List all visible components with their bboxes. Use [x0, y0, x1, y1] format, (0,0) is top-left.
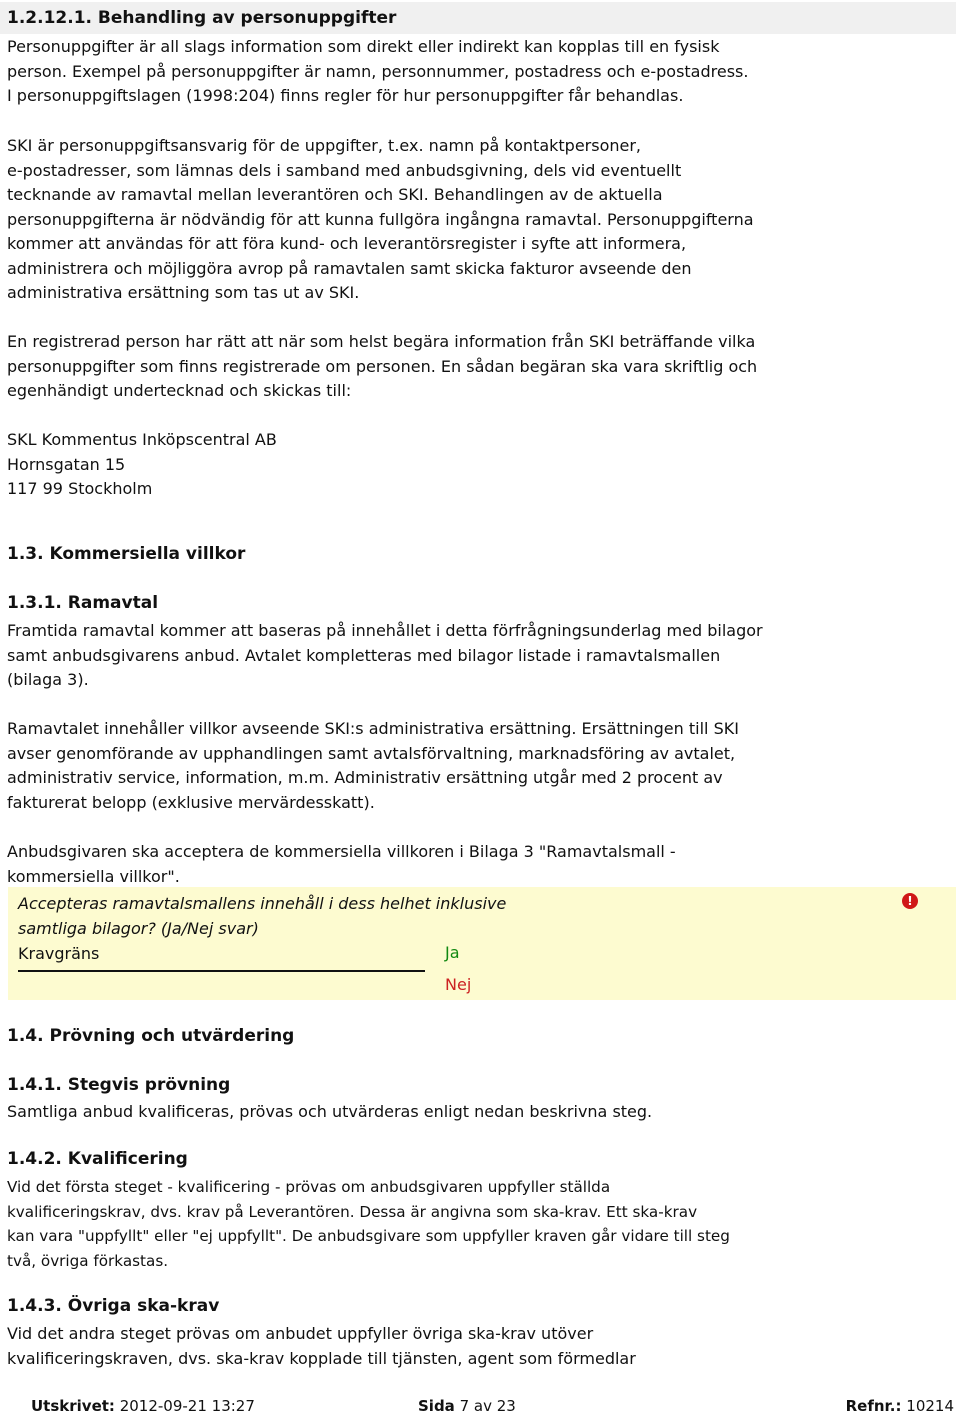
heading-kommersiella-villkor: 1.3. Kommersiella villkor	[7, 544, 246, 564]
requirement-question-box	[8, 887, 956, 1000]
footer-value: 7 av 23	[459, 1397, 516, 1415]
text-line: administrativa ersättning som tas ut av SKI.	[7, 283, 360, 302]
kravgrans-divider	[18, 970, 425, 972]
footer-page-number	[418, 1396, 516, 1417]
text-line: Vid det första steget - kvalificering - prövas om anbudsgivaren uppfyller ställda	[7, 1178, 611, 1196]
answer-option-yes[interactable]: Ja	[445, 943, 460, 962]
text-line: kan vara "uppfyllt" eller "ej uppfyllt". De anbudsgivare som uppfyller kraven går vidare till steg	[7, 1227, 730, 1245]
exclamation-warning-icon: !	[902, 893, 918, 909]
postal-address	[7, 428, 952, 502]
heading-ovriga-ska-krav: 1.4.3. Övriga ska-krav	[7, 1296, 220, 1316]
text-line: kommersiella villkor".	[7, 866, 180, 886]
heading-kvalificering: 1.4.2. Kvalificering	[7, 1149, 188, 1169]
paragraph-kvalificering	[7, 1175, 952, 1273]
text-line: personuppgifter som finns registrerade om personen. En sådan begäran ska vara skriftlig och	[7, 356, 758, 376]
text-line: avser genomförande av upphandlingen samt avtalsförvaltning, marknadsföring av avtalet,	[7, 743, 736, 763]
text-line: Ramavtalet innehåller villkor avseende SKI:s administrativa ersättning. Ersättningen till SKI	[7, 719, 739, 738]
text-line: Accepteras ramavtalsmallens innehåll i dess helhet inklusive	[18, 894, 507, 913]
text-line: En registrerad person har rätt att när som helst begära information från SKI beträffande vilka	[7, 332, 756, 351]
text-line: e-postadresser, som lämnas dels i samband med anbudsgivning, dels vid eventuellt	[7, 160, 682, 180]
text-line: Vid det andra steget prövas om anbudet uppfyller övriga ska-krav utöver	[7, 1324, 594, 1343]
text-line: I personuppgiftslagen (1998:204) finns regler för hur personuppgifter får behandlas.	[7, 86, 684, 105]
heading-stegvis-provning: 1.4.1. Stegvis prövning	[7, 1075, 231, 1095]
text-line: kommer att användas för att föra kund- och leverantörsregister i syfte att informera,	[7, 234, 687, 253]
footer-label: Refnr.:	[845, 1397, 902, 1415]
text-line: samtliga bilagor? (Ja/Nej svar)	[18, 918, 259, 938]
text-line: SKI är personuppgiftsansvarig för de uppgifter, t.ex. namn på kontaktpersoner,	[7, 136, 642, 155]
text-line: person. Exempel på personuppgifter är namn, personnummer, postadress och e-postadress.	[7, 61, 749, 81]
address-line: 117 99 Stockholm	[7, 479, 153, 498]
text-line: administrera och möjliggöra avrop på ramavtalen samt skicka fakturor avseende den	[7, 258, 692, 278]
footer-value: 2012-09-21 13:27	[119, 1397, 255, 1415]
kravgrans-label: Kravgräns	[18, 944, 100, 963]
text-line: samt anbudsgivarens anbud. Avtalet kompletteras med bilagor listade i ramavtalsmallen	[7, 645, 721, 665]
page-footer	[0, 1396, 960, 1417]
paragraph-ovriga-ska-krav	[7, 1322, 952, 1371]
footer-label: Utskrivet:	[31, 1397, 115, 1415]
answer-option-no[interactable]: Nej	[445, 975, 472, 994]
footer-value: 10214	[906, 1397, 954, 1415]
address-line: Hornsgatan 15	[7, 454, 126, 474]
footer-label: Sida	[418, 1397, 455, 1415]
paragraph-registrerad-person	[7, 330, 952, 404]
text-line: Anbudsgivaren ska acceptera de kommersiella villkoren i Bilaga 3 "Ramavtalsmall -	[7, 842, 676, 861]
text-line: kvalificeringskrav, dvs. krav på Leverantören. Dessa är angivna som ska-krav. Ett ska-krav	[7, 1202, 698, 1221]
text-line: Framtida ramavtal kommer att baseras på innehållet i detta förfrågningsunderlag med bilagor	[7, 621, 763, 640]
text-line: administrativ service, information, m.m. Administrativ ersättning utgår med 2 procent av	[7, 768, 723, 787]
text-line: två, övriga förkastas.	[7, 1251, 169, 1270]
heading-ramavtal: 1.3.1. Ramavtal	[7, 593, 159, 613]
paragraph-administrativ-ersattning	[7, 717, 952, 815]
paragraph-personuppgifter-definition	[7, 35, 952, 109]
text-line: fakturerat belopp (exklusive mervärdesskatt).	[7, 792, 375, 812]
heading-provning-utvardering: 1.4. Prövning och utvärdering	[7, 1026, 295, 1046]
text-line: egenhändigt undertecknad och skickas till:	[7, 381, 352, 400]
paragraph-ramavtal-basis	[7, 619, 952, 693]
paragraph-acceptera-villkor	[7, 840, 952, 889]
text-line: tecknande av ramavtal mellan leverantören och SKI. Behandlingen av de aktuella	[7, 185, 663, 204]
question-text	[18, 892, 548, 941]
text-line: (bilaga 3).	[7, 670, 89, 689]
address-line: SKL Kommentus Inköpscentral AB	[7, 430, 277, 449]
text-line: kvalificeringskraven, dvs. ska-krav kopplade till tjänsten, agent som förmedlar	[7, 1348, 636, 1368]
text-line: Personuppgifter är all slags information som direkt eller indirekt kan kopplas till en fysisk	[7, 37, 720, 56]
heading-behandling-personuppgifter: 1.2.12.1. Behandling av personuppgifter	[7, 8, 397, 28]
paragraph-personuppgiftsansvar	[7, 134, 952, 306]
footer-printed-date	[31, 1396, 255, 1417]
paragraph-stegvis-provning	[7, 1100, 952, 1125]
footer-reference-number	[846, 1396, 954, 1417]
text-line: personuppgifterna är nödvändig för att kunna fullgöra ingångna ramavtal. Personuppgifterna	[7, 209, 754, 229]
text-line: Samtliga anbud kvalificeras, prövas och utvärderas enligt nedan beskrivna steg.	[7, 1102, 653, 1121]
